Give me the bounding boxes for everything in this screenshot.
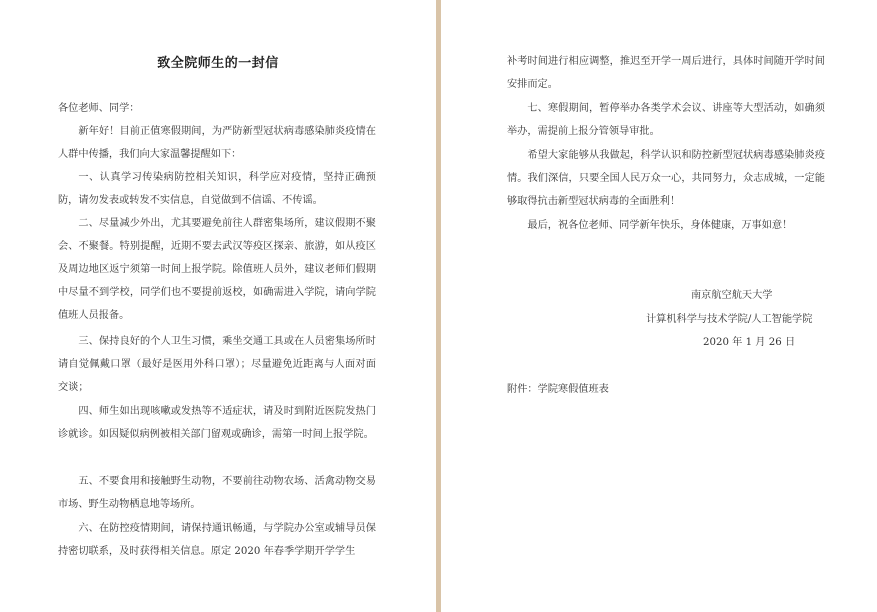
left-page: [0, 0, 436, 612]
item-5-paragraph: 五、不要食用和接触野生动物，不要前往动物农场、活禽动物交易市场、野生动物栖息地等场所。: [58, 476, 376, 510]
signature-date: 2020 年 1 月 26 日: [703, 337, 796, 348]
greeting: 各位老师、同学：: [58, 103, 140, 114]
item-6-continuation: 补考时间进行相应调整，推迟至开学一周后进行，具体时间随开学时间安排而定。: [507, 56, 825, 90]
item-4-paragraph: 四、师生如出现咳嗽或发热等不适症状，请及时到附近医院发热门诊就诊。如因疑似病例被相关部门留观或确诊，需第一时间上报学院。: [58, 406, 376, 440]
item-1-paragraph: 一、认真学习传染病防控相关知识，科学应对疫情，坚持正确预防，请勿发表或转发不实信息，自觉做到不信谣、不传谣。: [58, 172, 376, 206]
letter-title: 致全院师生的一封信: [157, 56, 279, 71]
item-2-paragraph: 二、尽量减少外出，尤其要避免前往人群密集场所，建议假期不聚会、不聚餐。特别提醒，近期不要去武汉等疫区探亲、旅游，如从疫区及周边地区返宁须第一时间上报学院。除值班人员外，建议老师们假期中尽量不到学校，同学们也不要提前返校，如确需进入学院，请向学院值班人员报备。: [58, 218, 376, 321]
item-6-paragraph: 六、在防控疫情期间，请保持通讯畅通，与学院办公室或辅导员保持密切联系，及时获得相关信息。原定 2020 年春季学期开学学生: [58, 523, 376, 557]
right-page: [441, 0, 877, 612]
intro-paragraph: 新年好！目前正值寒假期间，为严防新型冠状病毒感染肺炎疫情在人群中传播，我们向大家温馨提醒如下：: [58, 126, 376, 160]
closing-paragraph: 最后，祝各位老师、同学新年快乐，身体健康，万事如意！: [527, 220, 793, 231]
item-3-paragraph: 三、保持良好的个人卫生习惯，乘坐交通工具或在人员密集场所时请自觉佩戴口罩（最好是医用外科口罩）；尽量避免近距离与人面对面交谈；: [58, 336, 376, 393]
signature-university: 南京航空航天大学: [691, 290, 773, 301]
hope-paragraph: 希望大家能够从我做起，科学认识和防控新型冠状病毒感染肺炎疫情。我们深信，只要全国人民万众一心，共同努力，众志成城，一定能够取得抗击新型冠状病毒的全面胜利！: [507, 150, 825, 207]
item-7-paragraph: 七、寒假期间，暂停举办各类学术会议、讲座等大型活动，如确须举办，需提前上报分管领导审批。: [507, 103, 825, 137]
signature-college: 计算机科学与技术学院/人工智能学院: [646, 314, 813, 325]
attachment-note: 附件：学院寒假值班表: [507, 384, 609, 395]
